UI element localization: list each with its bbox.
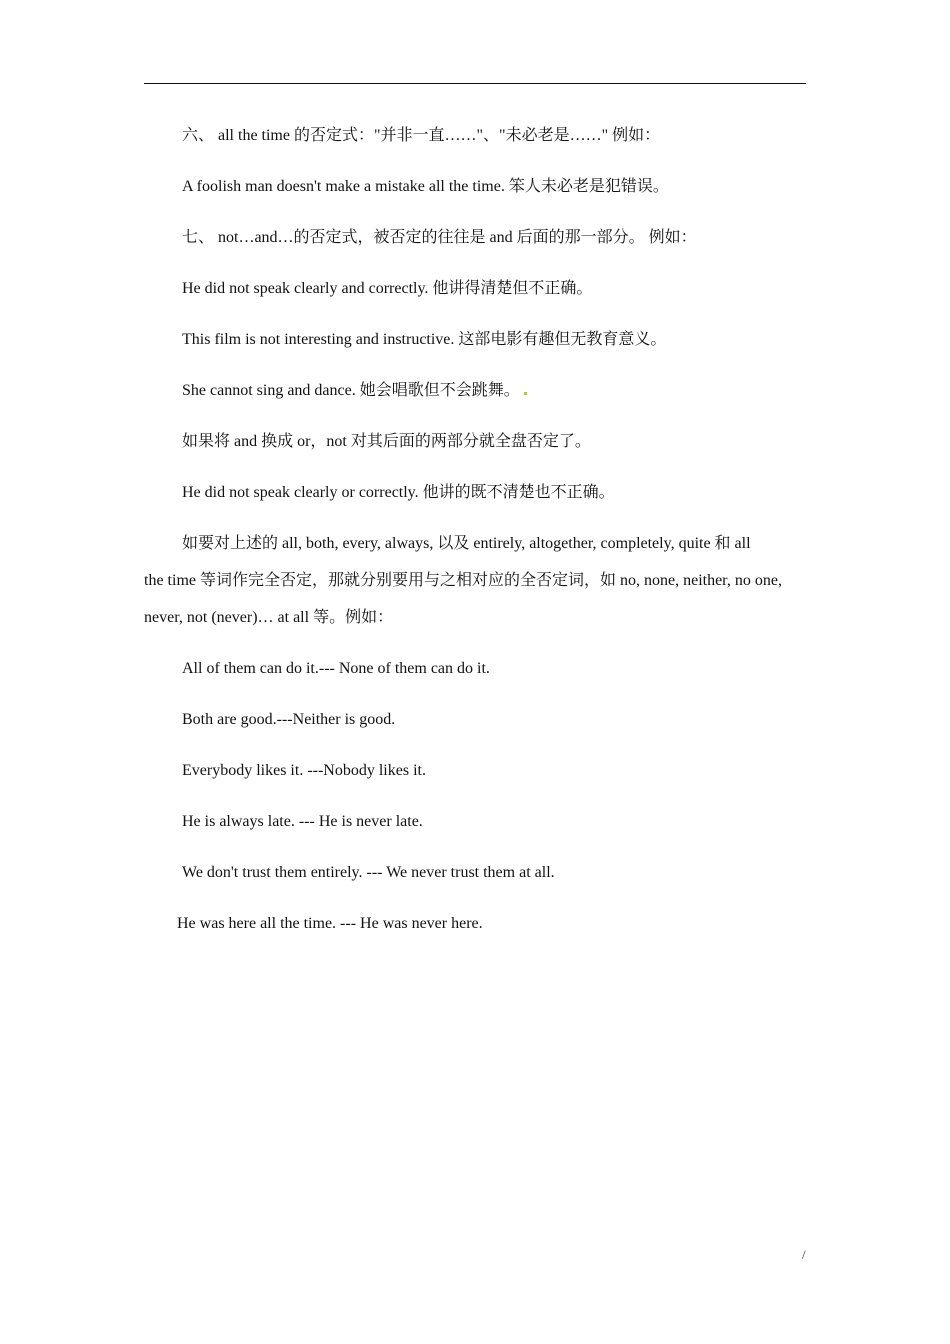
example-trust-entirely: We don't trust them entirely. --- We never trust them at all. bbox=[182, 864, 555, 881]
example-both-neither: Both are good.---Neither is good. bbox=[182, 711, 396, 728]
example-film: This film is not interesting and instructive. 这部电影有趣但无教育意义。 bbox=[182, 331, 667, 348]
page-number-mark: / bbox=[802, 1247, 806, 1262]
marker-dot bbox=[524, 392, 527, 395]
paragraph-line-2 bbox=[144, 568, 806, 605]
example-everybody-nobody: Everybody likes it. ---Nobody likes it. bbox=[182, 762, 426, 779]
example-foolish-man: A foolish man doesn't make a mistake all the time. 笨人未必老是犯错误。 bbox=[182, 178, 669, 195]
example-always-never: He is always late. --- He is never late. bbox=[182, 813, 423, 830]
example-speak-clearly-or: He did not speak clearly or correctly. 他讲的既不清楚也不正确。 bbox=[182, 484, 615, 501]
paragraph-line-1 bbox=[144, 531, 806, 568]
example-sing-dance bbox=[182, 381, 527, 401]
example-speak-clearly-and: He did not speak clearly and correctly. 他讲得清楚但不正确。 bbox=[182, 280, 593, 297]
full-negation-paragraph bbox=[144, 531, 806, 642]
item-seven-heading: 七、 not…and…的否定式，被否定的往往是 and 后面的那一部分。 例如： bbox=[182, 229, 697, 246]
header-rule bbox=[144, 83, 806, 84]
paragraph-line-3: never, not (never)… at all 等。例如： bbox=[144, 609, 394, 626]
example-all-none: All of them can do it.--- None of them can do it. bbox=[182, 660, 490, 677]
paragraph-line-1-text: 如要对上述的 all, both, every, always, 以及 entirely, altogether, completely, quite 和 all bbox=[182, 535, 751, 552]
paragraph-line-2-text: the time 等词作完全否定，那就分别要用与之相对应的全否定词，如 no, none, neither, no one, bbox=[144, 572, 782, 589]
note-and-to-or: 如果将 and 换成 or，not 对其后面的两部分就全盘否定了。 bbox=[182, 433, 591, 450]
example-here-all-the-time: He was here all the time. --- He was never here. bbox=[177, 915, 483, 932]
example-sing-dance-text: She cannot sing and dance. 她会唱歌但不会跳舞。 bbox=[182, 382, 520, 399]
item-six-heading: 六、 all the time 的否定式："并非一直……"、"未必老是……" 例如： bbox=[182, 127, 661, 144]
